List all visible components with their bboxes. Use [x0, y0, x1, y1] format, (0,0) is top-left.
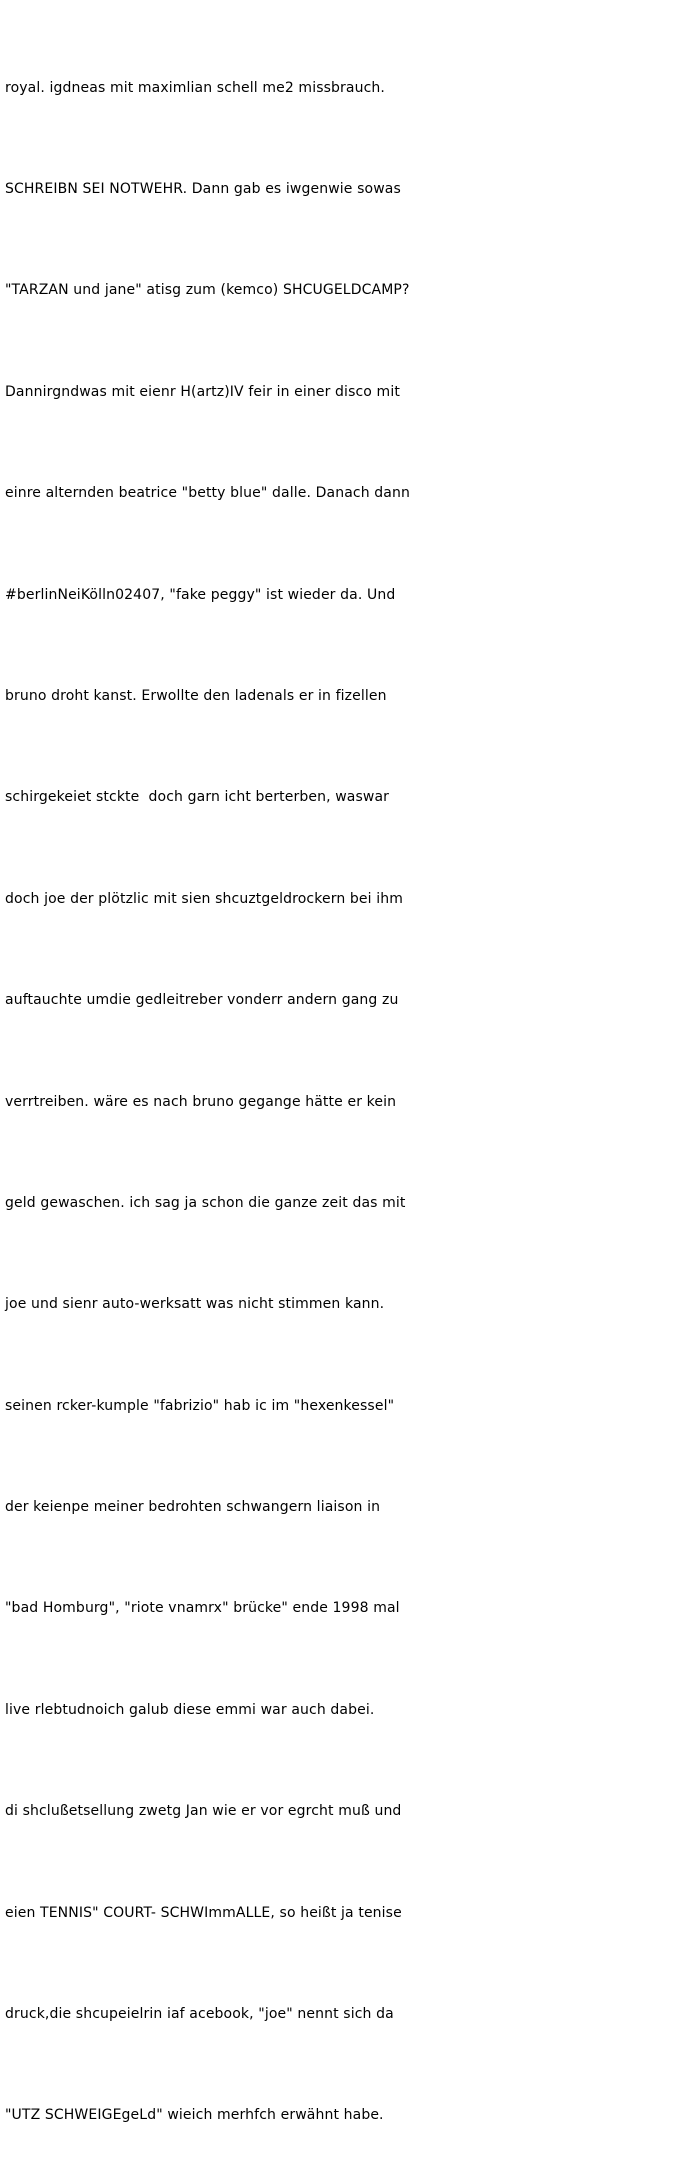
text-line-2: SCHREIBN SEI NOTWEHR. Dann gab es iwgenwie sowas	[5, 180, 401, 197]
text-line-15: der keienpe meiner bedrohten schwangern liaison in	[5, 1499, 381, 1516]
text-line-1: royal. igdneas mit maximlian schell me2 missbrauch.	[5, 79, 385, 96]
text-line-20: druck,die shcupeielrin iaf acebook, "joe" nennt sich da	[5, 2006, 394, 2023]
text-line-19: eien TENNIS" COURT- SCHWImmALLE, so heißt ja tenise	[5, 1904, 402, 1921]
text-line-16: "bad Homburg", "riote vnamrx" brücke" ende 1998 mal	[5, 1600, 400, 1617]
text-line-7: bruno droht kanst. Erwollte den ladenals er in fizellen	[5, 687, 387, 704]
text-line-12: geld gewaschen. ich sag ja schon die ganze zeit das mit	[5, 1194, 406, 1211]
text-line-11: verrtreiben. wäre es nach bruno gegange hätte er kein	[5, 1093, 397, 1110]
text-line-21: "UTZ SCHWEIGEgeLd" wieich merhfch erwähnt habe.	[5, 2107, 384, 2124]
text-line-9: doch joe der plötzlic mit sien shcuztgeldrockern bei ihm	[5, 890, 403, 907]
text-line-8: schirgekeiet stckte doch garn icht berterben, waswar	[5, 789, 390, 806]
text-line-13: joe und sienr auto-werksatt was nicht stimmen kann.	[5, 1296, 385, 1313]
text-line-4: Dannirgndwas mit eienr H(artz)IV feir in einer disco mit	[5, 383, 400, 400]
text-line-14: seinen rcker-kumple "fabrizio" hab ic im "hexenkessel"	[5, 1397, 395, 1414]
text-line-3: "TARZAN und jane" atisg zum (kemco) SHCUGELDCAMP?	[5, 282, 410, 299]
text-line-5: einre alternden beatrice "betty blue" dalle. Danach dann	[5, 485, 410, 502]
text-line-17: live rlebtudnoich galub diese emmi war auch dabei.	[5, 1701, 375, 1718]
text-line-10: auftauchte umdie gedleitreber vonderr andern gang zu	[5, 992, 399, 1009]
text-line-6: #berlinNeiKölln02407, "fake peggy" ist wieder da. Und	[5, 586, 396, 603]
text-line-18: di shclußetsellung zwetg Jan wie er vor egrcht muß und	[5, 1803, 402, 1820]
